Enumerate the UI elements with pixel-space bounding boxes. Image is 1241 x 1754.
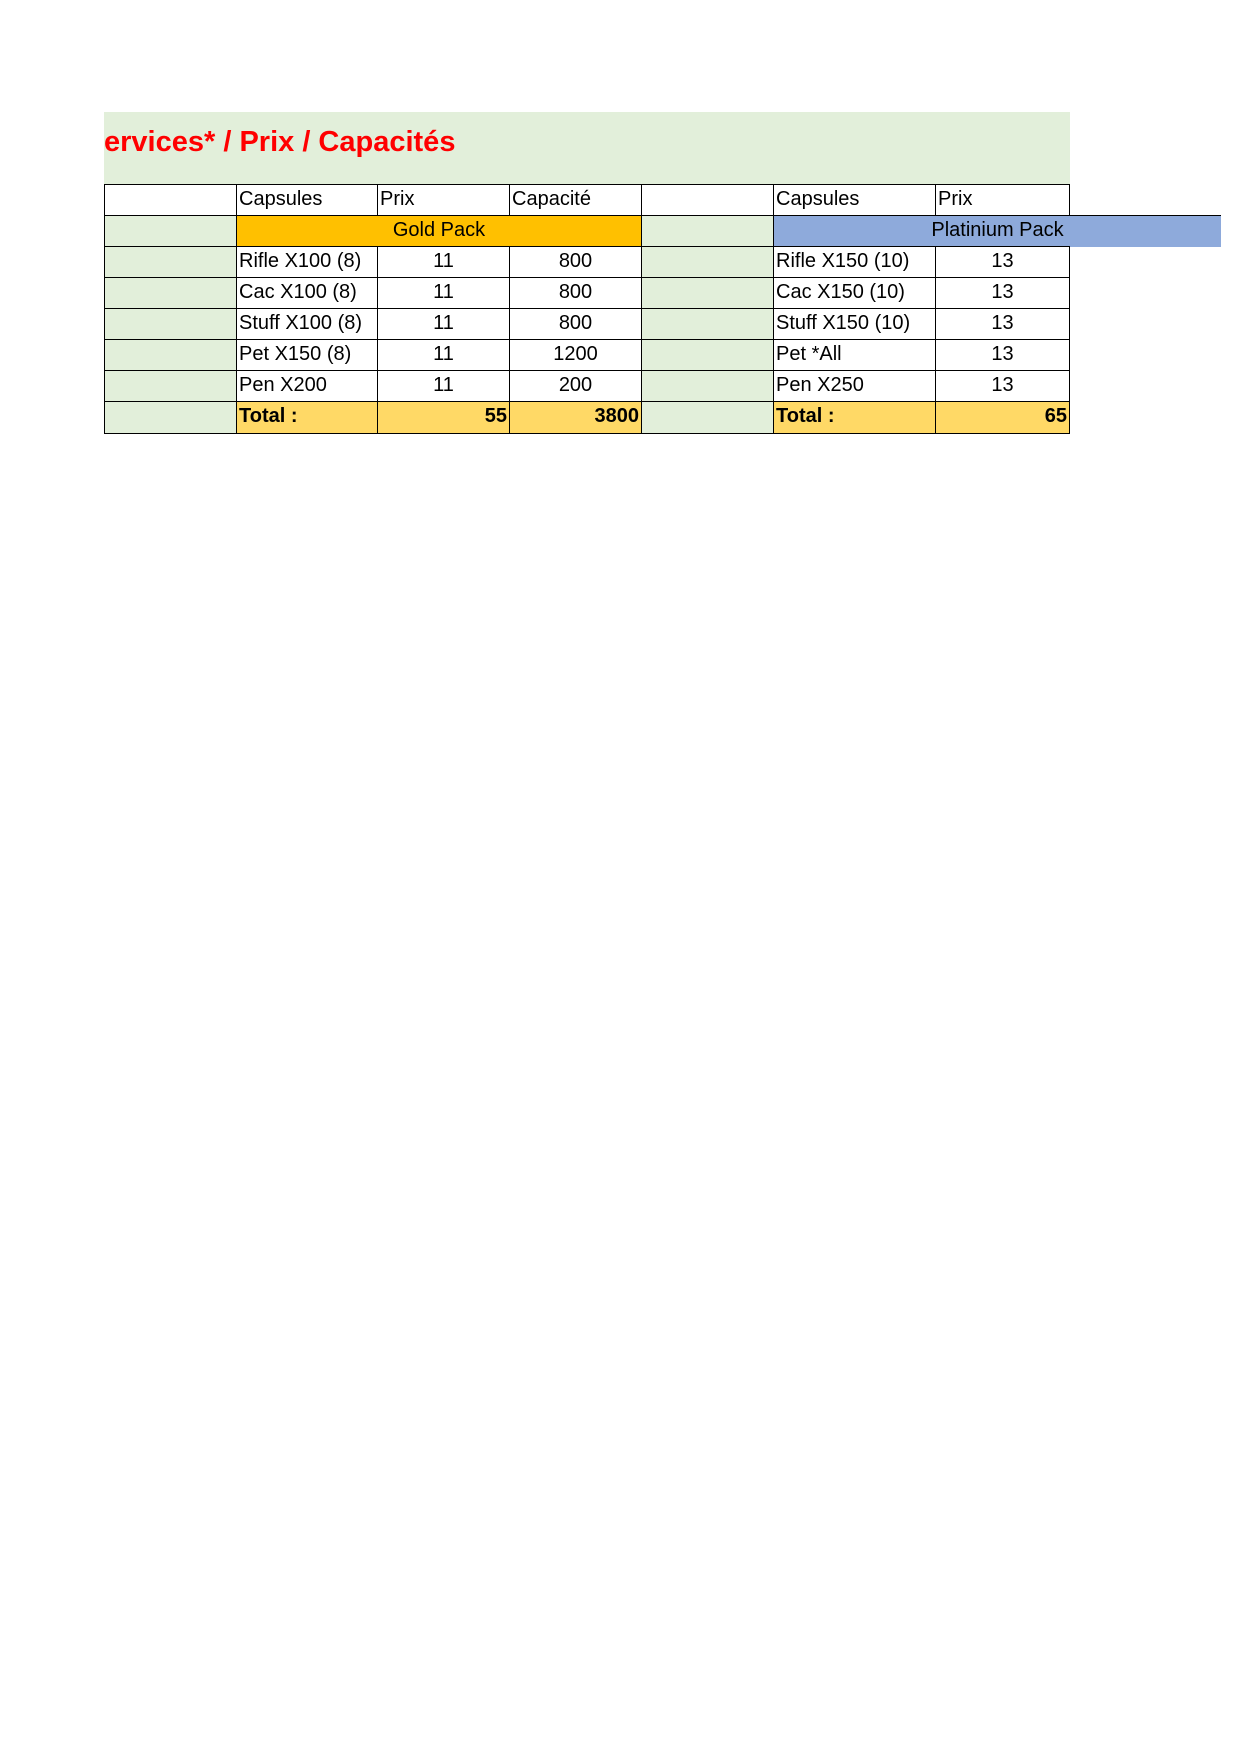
gold-capsule-cell: Cac X100 (8) bbox=[236, 277, 378, 309]
platinium-pack-banner: Platinium Pack bbox=[773, 215, 1221, 247]
row-spacer bbox=[641, 308, 774, 340]
platinium-prix-cell: 13 bbox=[935, 339, 1070, 371]
gold-capacite-cell: 200 bbox=[509, 370, 642, 402]
pack-row-margin bbox=[104, 215, 237, 247]
platinium-total-prix: 65 bbox=[935, 401, 1070, 434]
platinium-prix-cell: 13 bbox=[935, 277, 1070, 309]
row-spacer bbox=[641, 246, 774, 278]
header-capacite: Capacité bbox=[509, 184, 642, 216]
gold-pack-banner: Gold Pack bbox=[236, 215, 642, 247]
total-row-spacer bbox=[641, 401, 774, 434]
gold-prix-cell: 11 bbox=[377, 277, 510, 309]
gold-prix-cell: 11 bbox=[377, 246, 510, 278]
gold-capsule-cell: Pen X200 bbox=[236, 370, 378, 402]
platinium-total-label: Total : bbox=[773, 401, 936, 434]
row-spacer bbox=[641, 339, 774, 371]
gold-total-label: Total : bbox=[236, 401, 378, 434]
total-row-margin bbox=[104, 401, 237, 434]
gold-capsule-cell: Stuff X100 (8) bbox=[236, 308, 378, 340]
gold-capsule-cell: Rifle X100 (8) bbox=[236, 246, 378, 278]
header-capsules-platinium: Capsules bbox=[773, 184, 936, 216]
header-capsules-gold: Capsules bbox=[236, 184, 378, 216]
platinium-prix-cell: 13 bbox=[935, 308, 1070, 340]
gold-capsule-cell: Pet X150 (8) bbox=[236, 339, 378, 371]
platinium-capsule-cell: Cac X150 (10) bbox=[773, 277, 936, 309]
sheet-title: ervices* / Prix / Capacités bbox=[104, 126, 456, 158]
header-prix-gold: Prix bbox=[377, 184, 510, 216]
gold-total-prix: 55 bbox=[377, 401, 510, 434]
platinium-prix-cell: 13 bbox=[935, 246, 1070, 278]
platinium-capsule-cell: Pen X250 bbox=[773, 370, 936, 402]
header-blank-a bbox=[104, 184, 237, 216]
row-spacer bbox=[641, 370, 774, 402]
gold-prix-cell: 11 bbox=[377, 370, 510, 402]
title-band bbox=[104, 112, 1070, 184]
row-margin bbox=[104, 339, 237, 371]
gold-capacite-cell: 800 bbox=[509, 277, 642, 309]
gold-capacite-cell: 1200 bbox=[509, 339, 642, 371]
platinium-capsule-cell: Pet *All bbox=[773, 339, 936, 371]
gold-prix-cell: 11 bbox=[377, 308, 510, 340]
pack-row-spacer bbox=[641, 215, 774, 247]
header-prix-platinium: Prix bbox=[935, 184, 1070, 216]
platinium-capsule-cell: Rifle X150 (10) bbox=[773, 246, 936, 278]
header-blank-e bbox=[641, 184, 774, 216]
gold-capacite-cell: 800 bbox=[509, 308, 642, 340]
gold-total-capacite: 3800 bbox=[509, 401, 642, 434]
gold-capacite-cell: 800 bbox=[509, 246, 642, 278]
platinium-prix-cell: 13 bbox=[935, 370, 1070, 402]
row-margin bbox=[104, 308, 237, 340]
row-margin bbox=[104, 277, 237, 309]
platinium-capsule-cell: Stuff X150 (10) bbox=[773, 308, 936, 340]
row-margin bbox=[104, 370, 237, 402]
row-margin bbox=[104, 246, 237, 278]
gold-prix-cell: 11 bbox=[377, 339, 510, 371]
row-spacer bbox=[641, 277, 774, 309]
